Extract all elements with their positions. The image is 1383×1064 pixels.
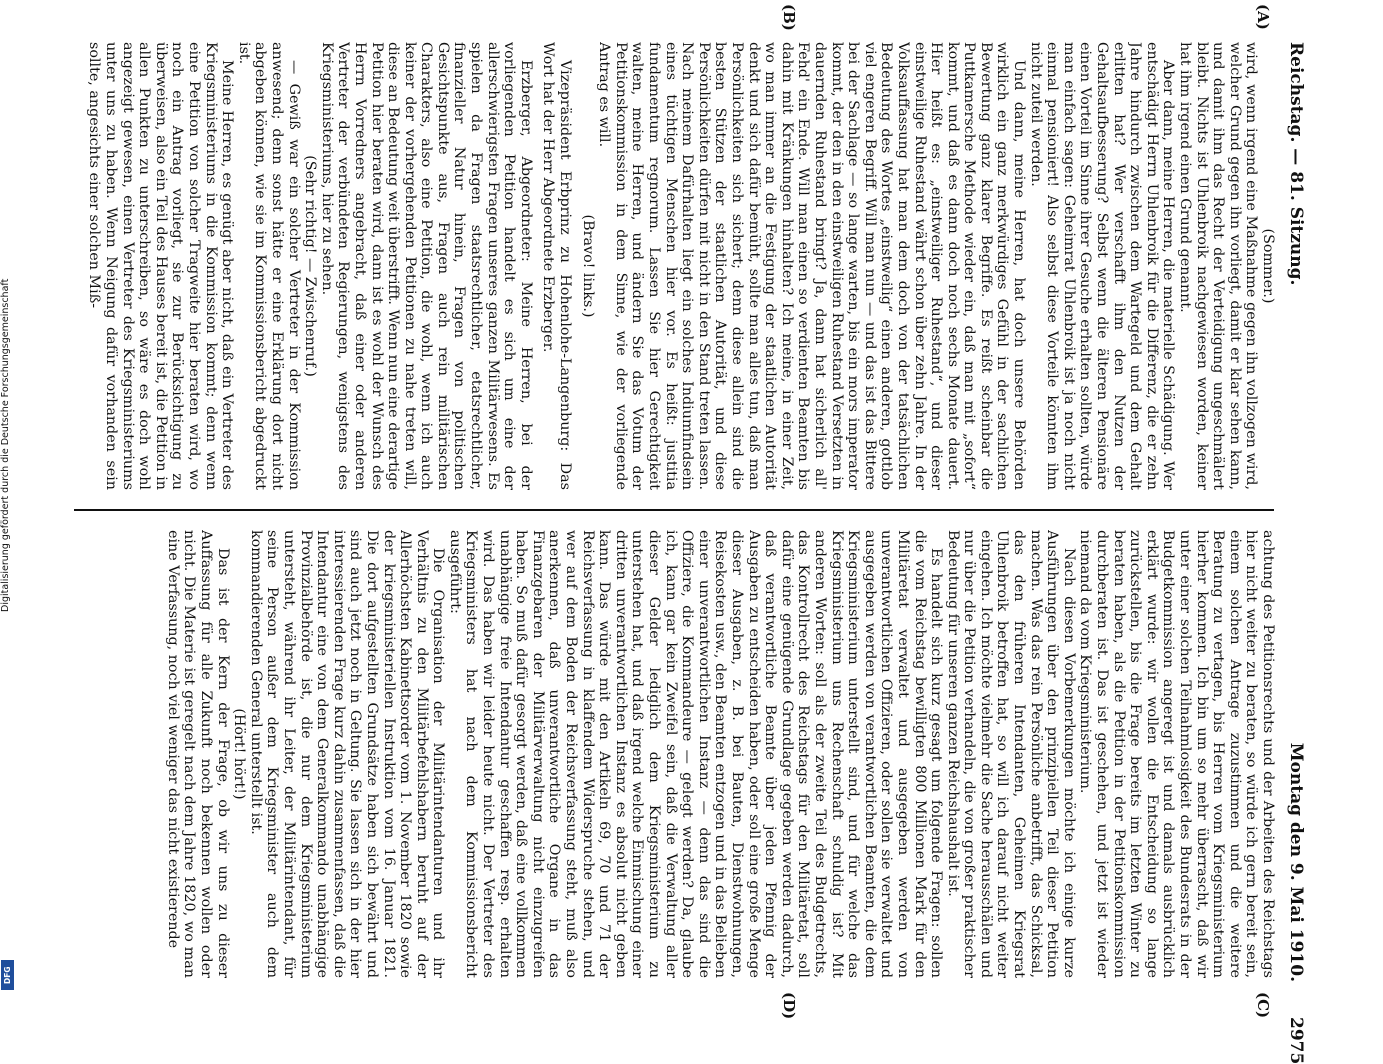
quotation: Die Organisation der Militärintendanturen und ihr Verhältnis zu den Militärbefehlshabern beruht auf der Allerhöchsten Kabinettsorder vom 1. November 1820 sowie der kriegsministeriellen Instruktion vom 16. Januar 1821. Die dort aufgestellten Grundsätze haben sich bewährt und sind auch jetzt noch in Geltung. Sie lassen sich in der hier interessierenden Frage kurz dahin zusammenfassen, daß die Intendantur eine von dem Generalkommando unabhängige Provinzialbehörde ist, die nur dem Kriegsministerium untersteht, während ihr Leiter, der Militärintendant, für seine Person außer dem Kriegsminister auch dem kommandierenden General unterstellt ist. [247,530,447,978]
margin-mark-c: (C) [1254,992,1272,1019]
speaker-note: (Sommer.) [1260,228,1276,304]
paragraph: wird, wenn irgend eine Maßnahme gegen ihn vollzogen wird, welcher Grund gegen ihn vorliegt, damit er klar sehen kann, und damit ihm das Recht der Verteidigung ungeschmälert bleibt. Nichts ist Uhlenbroik nachgewiesen worden, keiner hat ihm irgend einen Grund genannt. [1177,42,1260,490]
column-divider [74,509,1274,511]
paragraph: achtung des Petitionsrechts und der Arbeiten des Reichstags hier nicht weiter zu beraten, so würde ich gern bereit sein, einem solchen Antrage zuzustimmen und die weitere Beratung zu vertagen, bis Herren vom Kriegsministerium hierher kommen. Ich bin um so mehr überrascht, daß wir unter einer solchen Teilnahmlosigkeit des Bundesrats in der Budgetkommission angeregt ist und damals ausbrücklich erklärt wurde: wir wollen die Entscheidung so lange zurückstellen, bis die Frage bereits im letzten Winter zu beraten haben, als die Petition in der Petitionskommission durchberaten ist. Das ist geschehen, und jetzt ist wieder niemand da vom Kriegsministerium. [1077,530,1276,978]
margin-mark-a: (A) [1254,4,1272,30]
chair-announcement: Vizepräsident Erbprinz zu Hohenlohe-Langenburg: Das Wort hat der Herr Abgeordnete Erzberger. [540,42,574,490]
speech-opening: Erzberger, Abgeordneter: Meine Herren, bei der vorliegenden Petition handelt es sich um eine der allerschwierigsten Fragen unseres ganzen Militärwesens. Es spielen da Fragen staatsrechtlicher, etatsrechtlicher, finanzieller Natur hinein, Fragen von politischen Gesichtspunkte aus, Fragen auch rein militärischen Charakters, also eine Petition, die wohl, wenn ich auch keiner der vorhergehenden Petitionen zu nahe treten will, diese an Bedeutung weit überstrifft. Wenn nun eine derartige Petition hier beraten wird, dann ist es wohl der Wunsch des Herrn Vorredners angebracht, daß einer oder anderen Vertreter der verbündeten Regierungen, wenigstens des Kriegsministeriums, hier zu sehen. [318,42,534,490]
interjection: (Bravo! links.) [579,214,596,318]
right-text-column [71,530,1276,978]
paragraph: Aber dann, meine Herren, die materielle Schädigung. Wer entschädigt Herrn Uhlenbroik für die Differenz, die er zehn Jahre hindurch zwischen dem Wartegeld und dem Gehalt erlitten hat? Wer verschafft ihm den Nutzen der Gehaltsaufbesserung? Selbst wenn die älteren Pensionäre einen Vorteil im Sinne ihrer Gesuche erhalten sollten, würde man einfach sagen: Geheimrat Uhlenbroik ist ja noch nicht einmal pensioniert! Also selbst diese Vorteile könnten ihm nicht zuteil werden. [1027,42,1177,490]
paragraph: Es handelt sich kurz gesagt um folgende Fragen: sollen die vom Reichstag bewilligten 800 Millionen Mark für den Militäretat verwaltet und ausgegeben werden von unverantwortlichen Offizieren, oder sollen sie verwaltet und ausgegeben werden von verantwortlichen Beamten, die dem Kriegsministerium unterstellt sind, und für welche das Kriegsministerium uns Rechenschaft schuldig ist? Mit anderen Worten: soll als der zweite Teil des Budgetrechts, das Kontrollrecht des Reichstags für den Militäretat, soll dafür eine genügende Grundlage gegeben werden dadurch, daß verantwortliche Beamte über jeden Pfennig der Ausgaben zu entscheiden haben, oder soll eine große Menge dieser Ausgaben, z. B. bei Bauten, Dienstwohnungen, Reisekosten usw., den Beamten entzogen und in das Belieben einer unverantwortlichen Instanz — denn das sind die Offiziere, die Kommandeure — gelegt werden? Da, glaube ich, kann gar kein Zweifel sein, daß die Verwaltung aller dieser Gelder lediglich dem Kriegsministerium zu unterstehen hat, und daß irgend welche Einmischung einer dritten unverantwortlichen Instanz es absolut nicht geben kann. Das würde mit den Artikeln 69, 70 und 71 der Reichsverfassung in klaffendem Widerspruche stehen, und wer auf dem Boden der Reichsverfassung steht, muß also anerkennen, daß unverantwortliche Organe in das Finanzgebaren der Militärverwaltung nicht einzugreifen haben. So muß dafür gesorgt werden, daß eine vollkommen unabhängige freie Intendantur geschaffen resp. erhalten wird. Das haben wir leider heute nicht. Der Vertreter des Kriegsministers hat nach dem Kommissionsbericht ausgeführt: [446,530,945,978]
margin-mark-d: (D) [780,992,798,1020]
digitization-credit: Digitalisierung gefördert durch die Deutsche Forschungsgemeinschaft [0,278,11,612]
paragraph: Meine Herren, es genügt aber nicht, daß ein Vertreter des Kriegsministeriums in die Kommission kommt; denn wenn eine Petition von solcher Tragweite hier beraten wird, wo noch ein Antrag vorliegt, sie zur Berücksichtigung zu überweisen, also ein Teil des Hauses bereit ist, die Petition in allen Punkten zu unterschreiben, so wäre es doch wohl angezeigt gewesen, einen Vertreter des Kriegsministeriums unter uns zu haben. Wenn Neigung dafür vorhanden sein sollte, angesichts einer solchen Miß- [86,42,236,490]
header-date: Montag den 9. Mai 1910. [1286,742,1306,982]
margin-mark-b: (B) [780,4,798,31]
rotated-document-page [60,4,1310,1064]
page-number: 2975 [1286,1017,1306,1064]
paragraph: Und dann, meine Herren, hat doch unsere Behörden wirklich ein ganz merkwürdiges Gefühl in der sachlichen Bewertung ganz klarer Begriffe. Es reißt scheinbar die Puttkamersche Methode wieder ein, daß man mit „sofort“ kommt, und daß es dann doch noch sechs Monate dauert. Hier heißt es: „einstweiliger Ruhestand“, und dieser einstweilige Ruhestand währt schon über zehn Jahre. In der Volksauffassung hat man dem doch von der tatsächlichen Bedeutung des Wortes „einstweilig“ einen anderen, gottlob viel engeren Begriff. Will man nun — und das ist das Bittere bei der Sachlage — so lange warten, bis ein mors imperator kommt, der den in den einstweiligen Ruhestand Versetzten in dauernden Ruhestand bringt? Ja, dann hat sicherlich all' Fehd' ein Ende. Will man einen so verdienten Beamten bis dahin mit Kränkungen hinhalten? Ich meine, in einer Zeit, wo man immer an die Festigung der staatlichen Autorität denkt und sich dafür bemüht, sollte man alles tun, daß man Persönlichkeiten sich sichert; denn diese allein sind die besten Stützen der staatlichen Autorität, und diese Persönlichkeiten dürfen mit nicht in den Stand treten lassen. Nach meinem Dafürhalten liegt ein solches Indiumfindsein eines tüchtigen Menschen hier vor. Es heißt: justitia fundamentum regnorum. Lassen Sie hier Gerechtigkeit walten, meine Herren, und ändern Sie das Votum der Petitionskommission in dem Sinne, wie der vorliegende Antrag es will. [596,42,1028,490]
interjection: (Hört! hört!) [231,708,248,800]
dfg-logo: DFG [1,960,14,990]
paragraph: Nach diesen Vorbemerkungen möchte ich einige kurze Ausführungen über den prinzipiellen Teil dieser Petition machen. Was das rein Persönliche anbetrifft, das Schicksal, das den früheren Intendanten, Geheimen Kriegsrat Uhlenbroik betroffen hat, so will ich darauf nicht weiter eingehen. Ich möchte vielmehr die Sache herausschälen und nur über die Petition verhandeln, die von großer praktischer Bedeutung für unseren ganzen Reichshaushalt ist. [944,530,1077,978]
left-text-column [71,42,1276,490]
paragraph: Das ist der Kern der Frage, ob wir uns zu dieser Auffassung für alle Zukunft noch bekennen wollen oder nicht. Die Materie ist geregelt nach dem Jahre 1820, wo man eine Verfassung, noch viel weniger das nicht existierende [164,530,231,978]
header-session: Reichstag. — 81. Sitzung. [1286,42,1306,286]
interjection: (Sehr richtig! — Zwischenruf.) [302,155,319,377]
paragraph: — Gewiß war ein solcher Vertreter in der Kommission anwesend; denn sonst hätte er eine Erklärung dort nicht abgeben können, wie sie im Kommissionsbericht abgedruckt ist. [235,42,302,490]
page-header [1280,42,1310,1064]
